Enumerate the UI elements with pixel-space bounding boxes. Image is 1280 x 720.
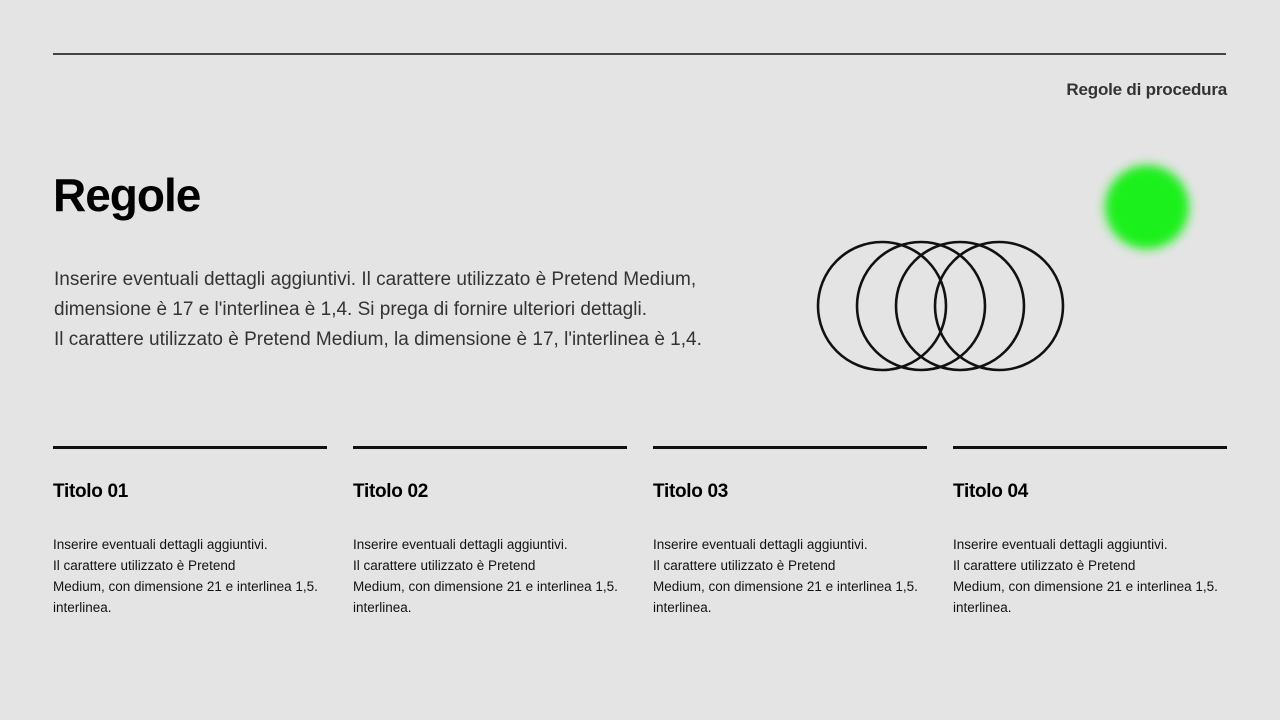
ring-outline (896, 242, 1024, 370)
card-line: Inserire eventuali dettagli aggiuntivi. (653, 537, 868, 552)
card-body (53, 534, 327, 618)
card-line: Medium, con dimensione 21 e interlinea 1,5. (953, 579, 1218, 594)
intro-line: Il carattere utilizzato è Pretend Medium, la dimensione è 17, l'interlinea è 1,4. (54, 329, 702, 350)
intro-line: Inserire eventuali dettagli aggiuntivi. Il carattere utilizzato è Pretend Medium, (54, 269, 697, 290)
card-line: Medium, con dimensione 21 e interlinea 1,5. (653, 579, 918, 594)
card-04 (953, 446, 1227, 618)
card-body (353, 534, 627, 618)
section-label: Regole di procedura (1066, 80, 1227, 99)
card-02 (353, 446, 627, 618)
card-01 (53, 446, 327, 618)
card-line: interlinea. (353, 600, 412, 615)
card-body (953, 534, 1227, 618)
card-title: Titolo 02 (353, 481, 429, 502)
overlapping-rings-graphic (800, 150, 1220, 390)
card-line: Il carattere utilizzato è Pretend (53, 558, 236, 573)
card-03 (653, 446, 927, 618)
card-line: Il carattere utilizzato è Pretend (353, 558, 536, 573)
card-line: Inserire eventuali dettagli aggiuntivi. (53, 537, 268, 552)
card-line: Inserire eventuali dettagli aggiuntivi. (953, 537, 1168, 552)
card-title: Titolo 04 (953, 481, 1029, 502)
card-line: interlinea. (53, 600, 112, 615)
ring-outline (935, 242, 1063, 370)
ring-outline (857, 242, 985, 370)
card-line: Il carattere utilizzato è Pretend (953, 558, 1136, 573)
page-title: Regole (53, 169, 201, 221)
card-line: Inserire eventuali dettagli aggiuntivi. (353, 537, 568, 552)
intro-paragraph (54, 265, 784, 355)
card-line: interlinea. (653, 600, 712, 615)
card-line: Medium, con dimensione 21 e interlinea 1,5. (53, 579, 318, 594)
card-line: Il carattere utilizzato è Pretend (653, 558, 836, 573)
card-title: Titolo 03 (653, 481, 729, 502)
card-row (53, 446, 1227, 618)
card-line: interlinea. (953, 600, 1012, 615)
card-body (653, 534, 927, 618)
green-glow-dot (1105, 165, 1189, 249)
intro-line: dimensione è 17 e l'interlinea è 1,4. Si prega di fornire ulteriori dettagli. (54, 299, 647, 320)
ring-outline (818, 242, 946, 370)
top-divider (53, 53, 1226, 55)
card-line: Medium, con dimensione 21 e interlinea 1,5. (353, 579, 618, 594)
card-title: Titolo 01 (53, 481, 129, 502)
